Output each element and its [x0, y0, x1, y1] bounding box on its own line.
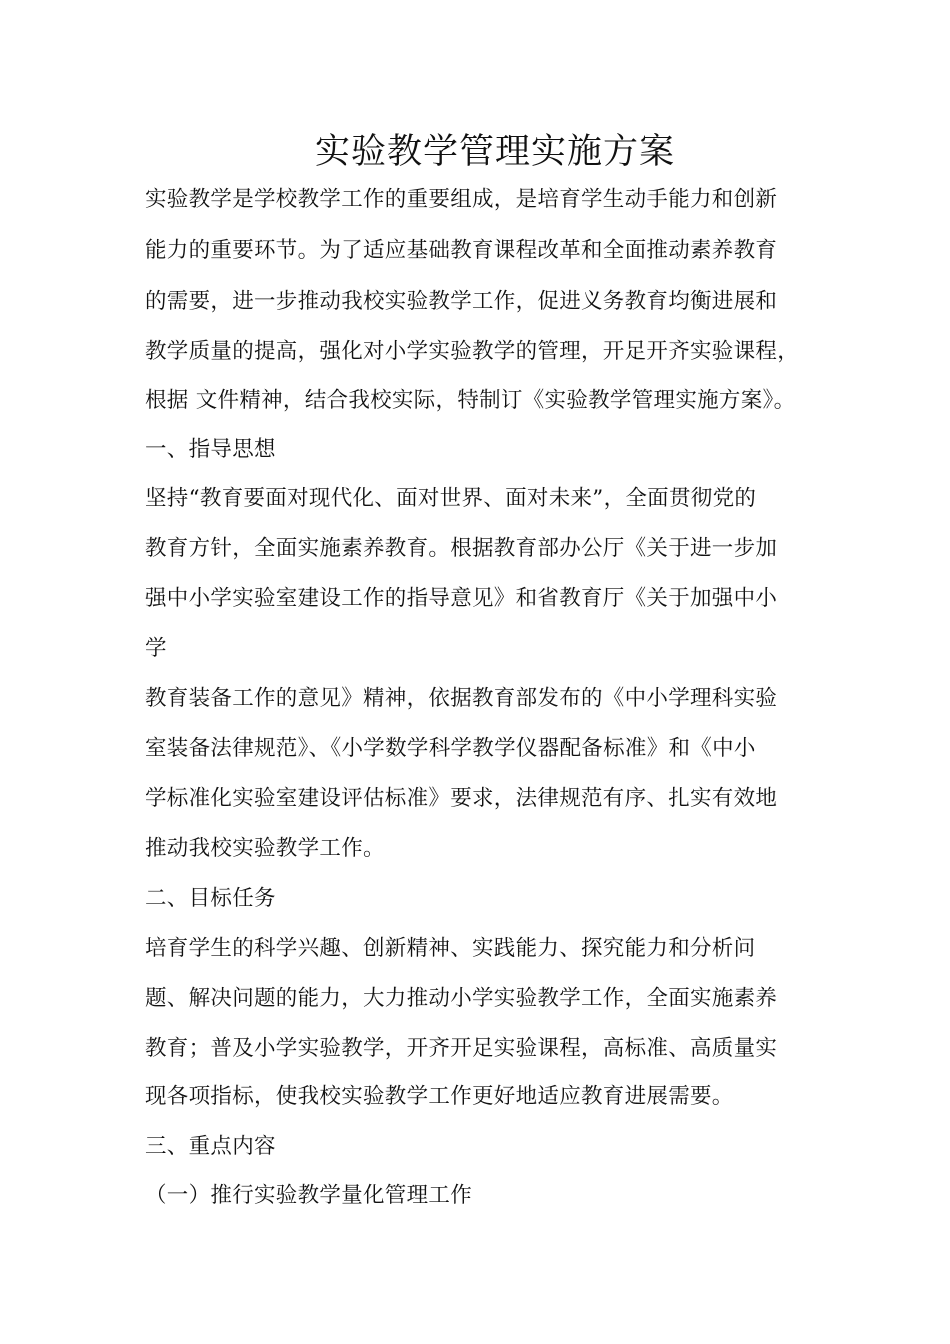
paragraph-line: 培育学生的科学兴趣、创新精神、实践能力、探究能力和分析问	[145, 936, 756, 961]
paragraph-line: 室装备法律规范》、《小学数学科学教学仪器配备标准》和《中小	[145, 736, 756, 761]
paragraph-line: 学标准化实验室建设评估标准》要求，法律规范有序、扎实有效地	[145, 786, 778, 811]
section-heading: 三、重点内容	[145, 1134, 276, 1159]
paragraph-line: 根据 文件精神，结合我校实际，特制订《实验教学管理实施方案》。	[145, 388, 796, 413]
paragraph-line: 推动我校实验教学工作。	[145, 836, 385, 861]
paragraph-line: 学	[145, 636, 167, 661]
paragraph-line: 实验教学是学校教学工作的重要组成，是培育学生动手能力和创新	[145, 187, 778, 212]
section-heading: 一、指导思想	[145, 437, 276, 462]
paragraph-line: 题、解决问题的能力，大力推动小学实验教学工作，全面实施素养	[145, 986, 778, 1011]
paragraph-line: 坚持“教育要面对现代化、面对世界、面对未来”，全面贯彻党的	[145, 486, 757, 511]
paragraph-line: 的需要，进一步推动我校实验教学工作，促进义务教育均衡进展和	[145, 289, 778, 314]
paragraph-line: 教学质量的提高，强化对小学实验教学的管理，开足开齐实验课程，	[145, 339, 800, 364]
paragraph-line: 强中小学实验室建设工作的指导意见》和省教育厅《关于加强中小	[145, 586, 778, 611]
paragraph-line: 现各项指标，使我校实验教学工作更好地适应教育进展需要。	[145, 1084, 734, 1109]
paragraph-line: 教育方针，全面实施素养教育。根据教育部办公厅《关于进一步加	[145, 536, 778, 561]
paragraph-line: 教育；普及小学实验教学，开齐开足实验课程，高标准、高质量实	[145, 1036, 778, 1061]
subsection-heading: （一）推行实验教学量化管理工作	[145, 1183, 473, 1208]
paragraph-line: 教育装备工作的意见》精神，依据教育部发布的《中小学理科实验	[145, 686, 778, 711]
section-heading: 二、目标任务	[145, 886, 276, 911]
paragraph-line: 能力的重要环节。为了适应基础教育课程改革和全面推动素养教育	[145, 238, 778, 263]
document-title: 实验教学管理实施方案	[314, 132, 675, 172]
